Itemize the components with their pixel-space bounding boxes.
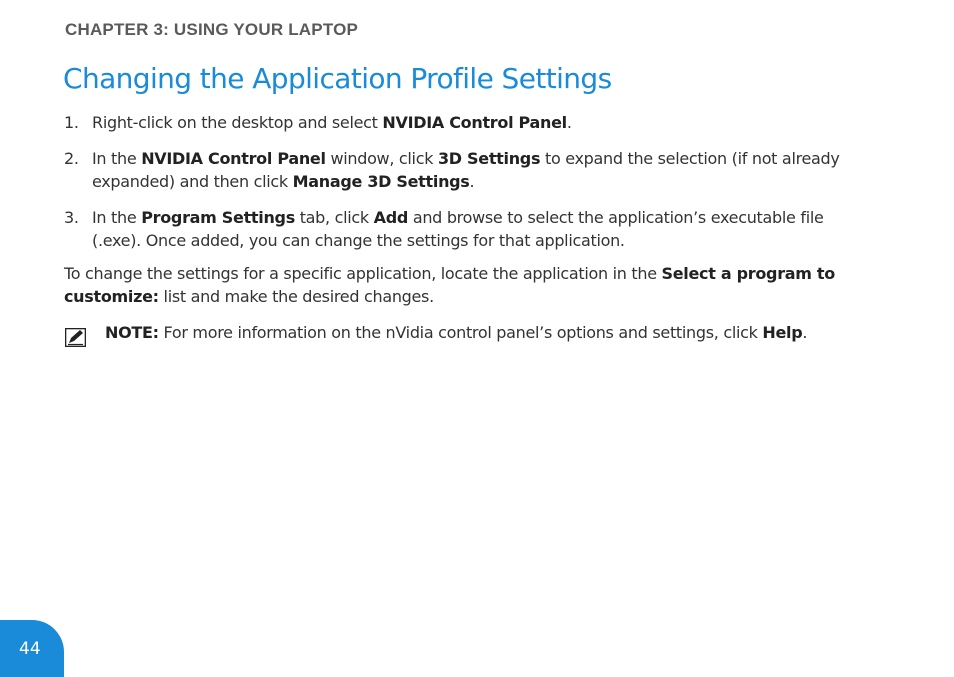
note-label: NOTE: [105, 323, 159, 342]
step-text: tab, click [294, 208, 374, 227]
list-item [64, 147, 854, 193]
para-text: list and make the desired changes. [158, 287, 434, 306]
step-text: In the [92, 149, 142, 168]
step-bold: NVIDIA Control Panel [382, 113, 567, 132]
note-pencil-icon [65, 328, 86, 347]
step-bold: Add [373, 208, 409, 227]
step-bold: NVIDIA Control Panel [141, 149, 326, 168]
step-text: and browse to select the application’s executable file (.exe). Once added, you can change the settings for that application. [92, 208, 824, 250]
note-bold: Help [762, 323, 803, 342]
step-number: 3. [64, 208, 79, 227]
step-text: . [566, 113, 572, 132]
step-number: 2. [64, 149, 79, 168]
step-bold: Manage 3D Settings [292, 172, 470, 191]
page-number-tab [0, 620, 64, 677]
chapter-header: CHAPTER 3: USING YOUR LAPTOP [65, 20, 359, 39]
step-text: window, click [325, 149, 438, 168]
para-text: To change the settings for a specific application, locate the application in the [64, 264, 662, 283]
step-text: . [469, 172, 475, 191]
body-paragraph [64, 262, 854, 308]
note-text: For more information on the nVidia control panel’s options and settings, click [158, 323, 763, 342]
page-number: 44 [19, 639, 41, 659]
step-bold: Program Settings [141, 208, 295, 227]
steps-list [64, 111, 854, 265]
note-text: . [802, 323, 808, 342]
step-bold: 3D Settings [437, 149, 541, 168]
list-item [64, 111, 854, 134]
page-title: Changing the Application Profile Settings [63, 62, 612, 95]
list-item [64, 206, 854, 252]
para-bold: Select a program to customize: [64, 264, 835, 306]
step-text: to expand the selection (if not already expanded) and then click [92, 149, 840, 191]
step-text: In the [92, 208, 142, 227]
step-number: 1. [64, 113, 79, 132]
note-block [105, 321, 857, 344]
step-text: Right-click on the desktop and select [92, 113, 383, 132]
